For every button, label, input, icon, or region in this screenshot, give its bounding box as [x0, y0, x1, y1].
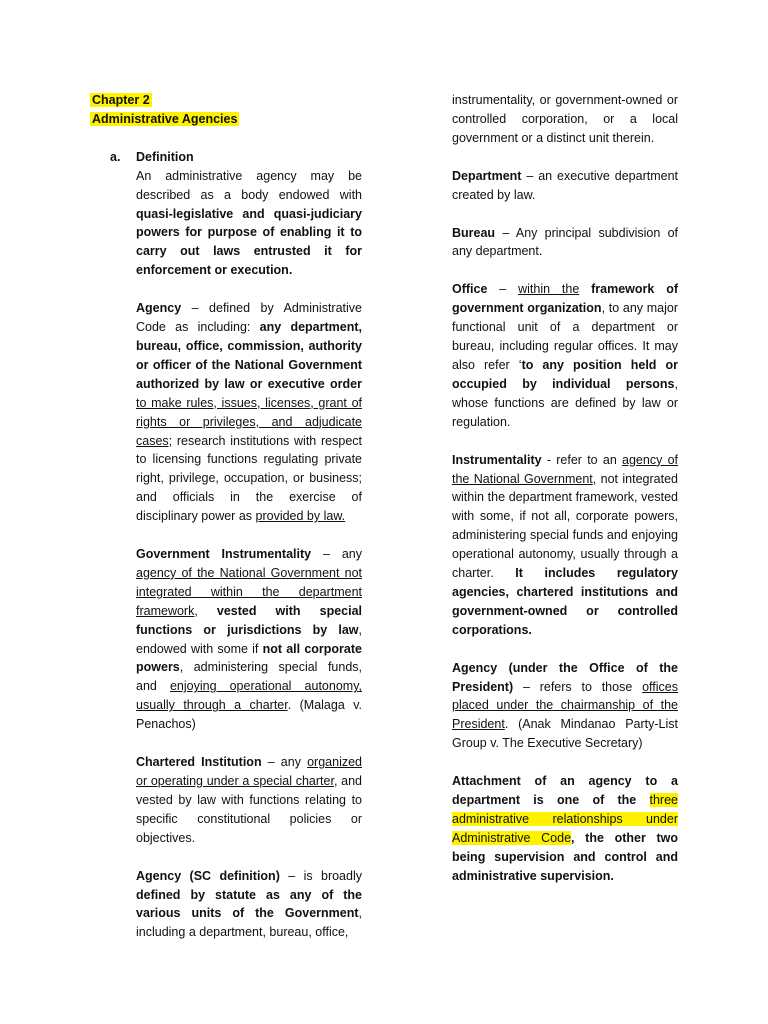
text-run: defined by statute as any of the various units of the Government [136, 887, 362, 921]
item-heading [110, 148, 362, 167]
paragraph-department [452, 167, 678, 205]
item-title: Definition [136, 149, 194, 164]
text-run: – Any principal subdivision of any department. [452, 225, 678, 259]
chapter-title: Administrative Agencies [92, 111, 238, 126]
text-run: Attachment of an agency to a department is one of the [452, 774, 678, 808]
text-run: – any [311, 547, 362, 562]
text-run: . (Anak Mindanao Party-List Group v. The Executive Secretary) [452, 717, 678, 751]
paragraph-administrative-agency [136, 167, 362, 280]
text-run: , including a department, bureau, office, [136, 906, 362, 940]
text-run: organized or operating under a special charter [136, 755, 363, 788]
text-run: . (Malaga v. Penachos) [136, 698, 363, 732]
text-run: , not integrated within the department framework, vested with some, if not all, corporate powers, administering special funds and enjoying operational autonomy, usually through a charter. [452, 471, 678, 581]
text-run: any department, bureau, office, commission, authority or officer of the National Government authorized by law or executive order [136, 320, 362, 391]
text-run: Office [452, 282, 488, 297]
text-run: research institutions with respect to licensing functions regulating private right, privilege, occupation, or business; and officials in the exercise of disciplinary power as [136, 433, 362, 524]
text-run: , endowed with some if [136, 622, 362, 656]
text-run: – is broadly [279, 868, 362, 883]
text-run: framework of government organization [452, 282, 678, 316]
text-run: – refers to those [513, 679, 643, 694]
paragraph-office [452, 280, 678, 431]
text-run: Agency [136, 301, 182, 316]
paragraph-continuation [452, 91, 678, 148]
text-run: three administrative relationships under Administrative Code [452, 793, 678, 845]
paragraph-attachment [452, 772, 678, 885]
text-run: to make rules, issues, licenses, grant of rights or privileges, and adjudicate cases; [136, 395, 362, 448]
paragraph-chartered-institution [136, 753, 362, 848]
right-column [452, 91, 678, 905]
text-run: , to any major functional unit of a department or bureau, including regular offices. It may also refer ‘ [452, 301, 678, 372]
text-run: within the [518, 282, 580, 297]
text-run: enjoying operational autonomy, usually through a charter [136, 679, 362, 713]
paragraph-government-instrumentality [136, 545, 362, 734]
left-column [90, 91, 362, 942]
text-run: to any position held or occupied by individual persons [452, 357, 678, 391]
text-run: Agency (SC definition) [136, 868, 280, 883]
text-run: , [194, 603, 217, 618]
text-run: Chartered Institution [136, 755, 262, 770]
text-run: instrumentality, or government-owned or controlled corporation, or a local government or a distinct unit therein. [452, 93, 678, 145]
text-run: – any [261, 755, 308, 770]
definition-body [136, 167, 362, 943]
paragraph-agency [136, 299, 362, 526]
text-run: - refer to an [541, 452, 623, 467]
text-run: agency of the National Government [452, 452, 678, 486]
text-run: – defined by Administrative Code as including: [136, 301, 362, 335]
text-run: Bureau [452, 225, 496, 240]
text-run: An administrative agency may be described as a body endowed with [136, 168, 362, 202]
text-run: vested with special functions or jurisdictions by law [136, 603, 363, 637]
text-run: It includes regulatory agencies, chartered institutions and government-owned or controlled corporations. [452, 566, 678, 637]
text-run: – [487, 282, 519, 297]
text-run: Agency (under the Office of the President) [452, 660, 678, 694]
chapter-number: Chapter 2 [92, 93, 150, 107]
text-run: – an executive department created by law. [452, 168, 678, 202]
text-run: quasi-legislative and quasi-judiciary powers for purpose of enabling it to carry out laws entrusted it for enforcement or execution. [136, 206, 362, 278]
text-run: Instrumentality [452, 452, 542, 467]
text-run: , the other two being supervision and control and administrative supervision. [452, 830, 678, 883]
text-run: not all corporate powers [136, 641, 362, 675]
text-run: , whose functions are defined by law or regulation. [452, 376, 678, 429]
paragraph-agency-office-of-president [452, 659, 678, 754]
paragraph-bureau [452, 224, 678, 262]
text-run: provided by law. [255, 509, 346, 524]
paragraph-instrumentality [452, 451, 678, 640]
item-letter: a. [110, 149, 121, 164]
paragraph-agency-sc-definition [136, 867, 362, 943]
text-run: agency of the National Government not integrated within the department framework [136, 565, 362, 618]
text-run: offices placed under the chairmanship of the President [452, 679, 678, 732]
text-run: Department [452, 168, 522, 183]
text-run: , and vested by law with functions relating to specific constitutional policies or objectives. [136, 774, 362, 845]
text-run: , administering special funds, and [136, 660, 362, 694]
text-run: Government Instrumentality [136, 547, 312, 562]
